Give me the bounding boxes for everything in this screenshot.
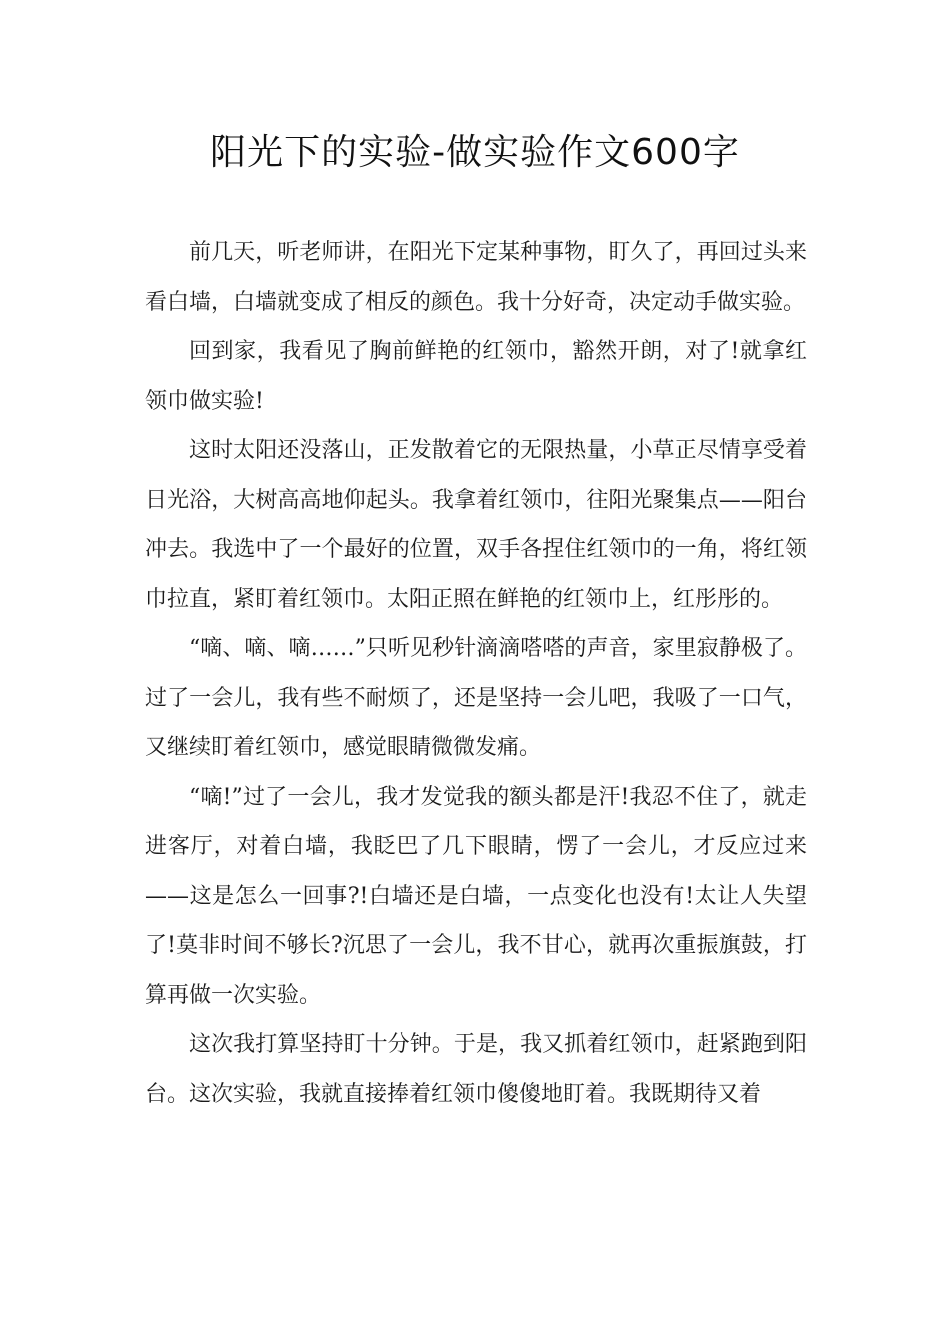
document-body	[145, 228, 807, 1119]
paragraph: 这次我打算坚持盯十分钟。于是，我又抓着红领巾，赶紧跑到阳台。这次实验，我就直接捧着红领巾傻傻地盯着。我既期待又着	[145, 1032, 807, 1107]
paragraph: 回到家，我看见了胸前鲜艳的红领巾，豁然开朗，对了!就拿红领巾做实验!	[145, 339, 807, 414]
paragraph: 这时太阳还没落山，正发散着它的无限热量，小草正尽情享受着日光浴，大树高高地仰起头。我拿着红领巾，往阳光聚集点——阳台冲去。我选中了一个最好的位置，双手各捏住红领巾的一角，将红领巾拉直，紧盯着红领巾。太阳正照在鲜艳的红领巾上，红彤彤的。	[145, 438, 807, 612]
document-title: 阳光下的实验-做实验作文600字	[210, 132, 740, 173]
paragraph: 前几天，听老师讲，在阳光下定某种事物，盯久了，再回过头来看白墙，白墙就变成了相反的颜色。我十分好奇，决定动手做实验。	[145, 240, 807, 315]
paragraph: “嘀!”过了一会儿，我才发觉我的额头都是汗!我忍不住了，就走进客厅，对着白墙，我眨巴了几下眼睛，愣了一会儿，才反应过来——这是怎么一回事?!白墙还是白墙，一点变化也没有!太让人失望了!莫非时间不够长?沉思了一会儿，我不甘心，就再次重振旗鼓，打算再做一次实验。	[145, 784, 807, 1008]
paragraph: “嘀、嘀、嘀……”只听见秒针滴滴嗒嗒的声音，家里寂静极了。过了一会儿，我有些不耐烦了，还是坚持一会儿吧，我吸了一口气，又继续盯着红领巾，感觉眼睛微微发痛。	[145, 636, 807, 760]
